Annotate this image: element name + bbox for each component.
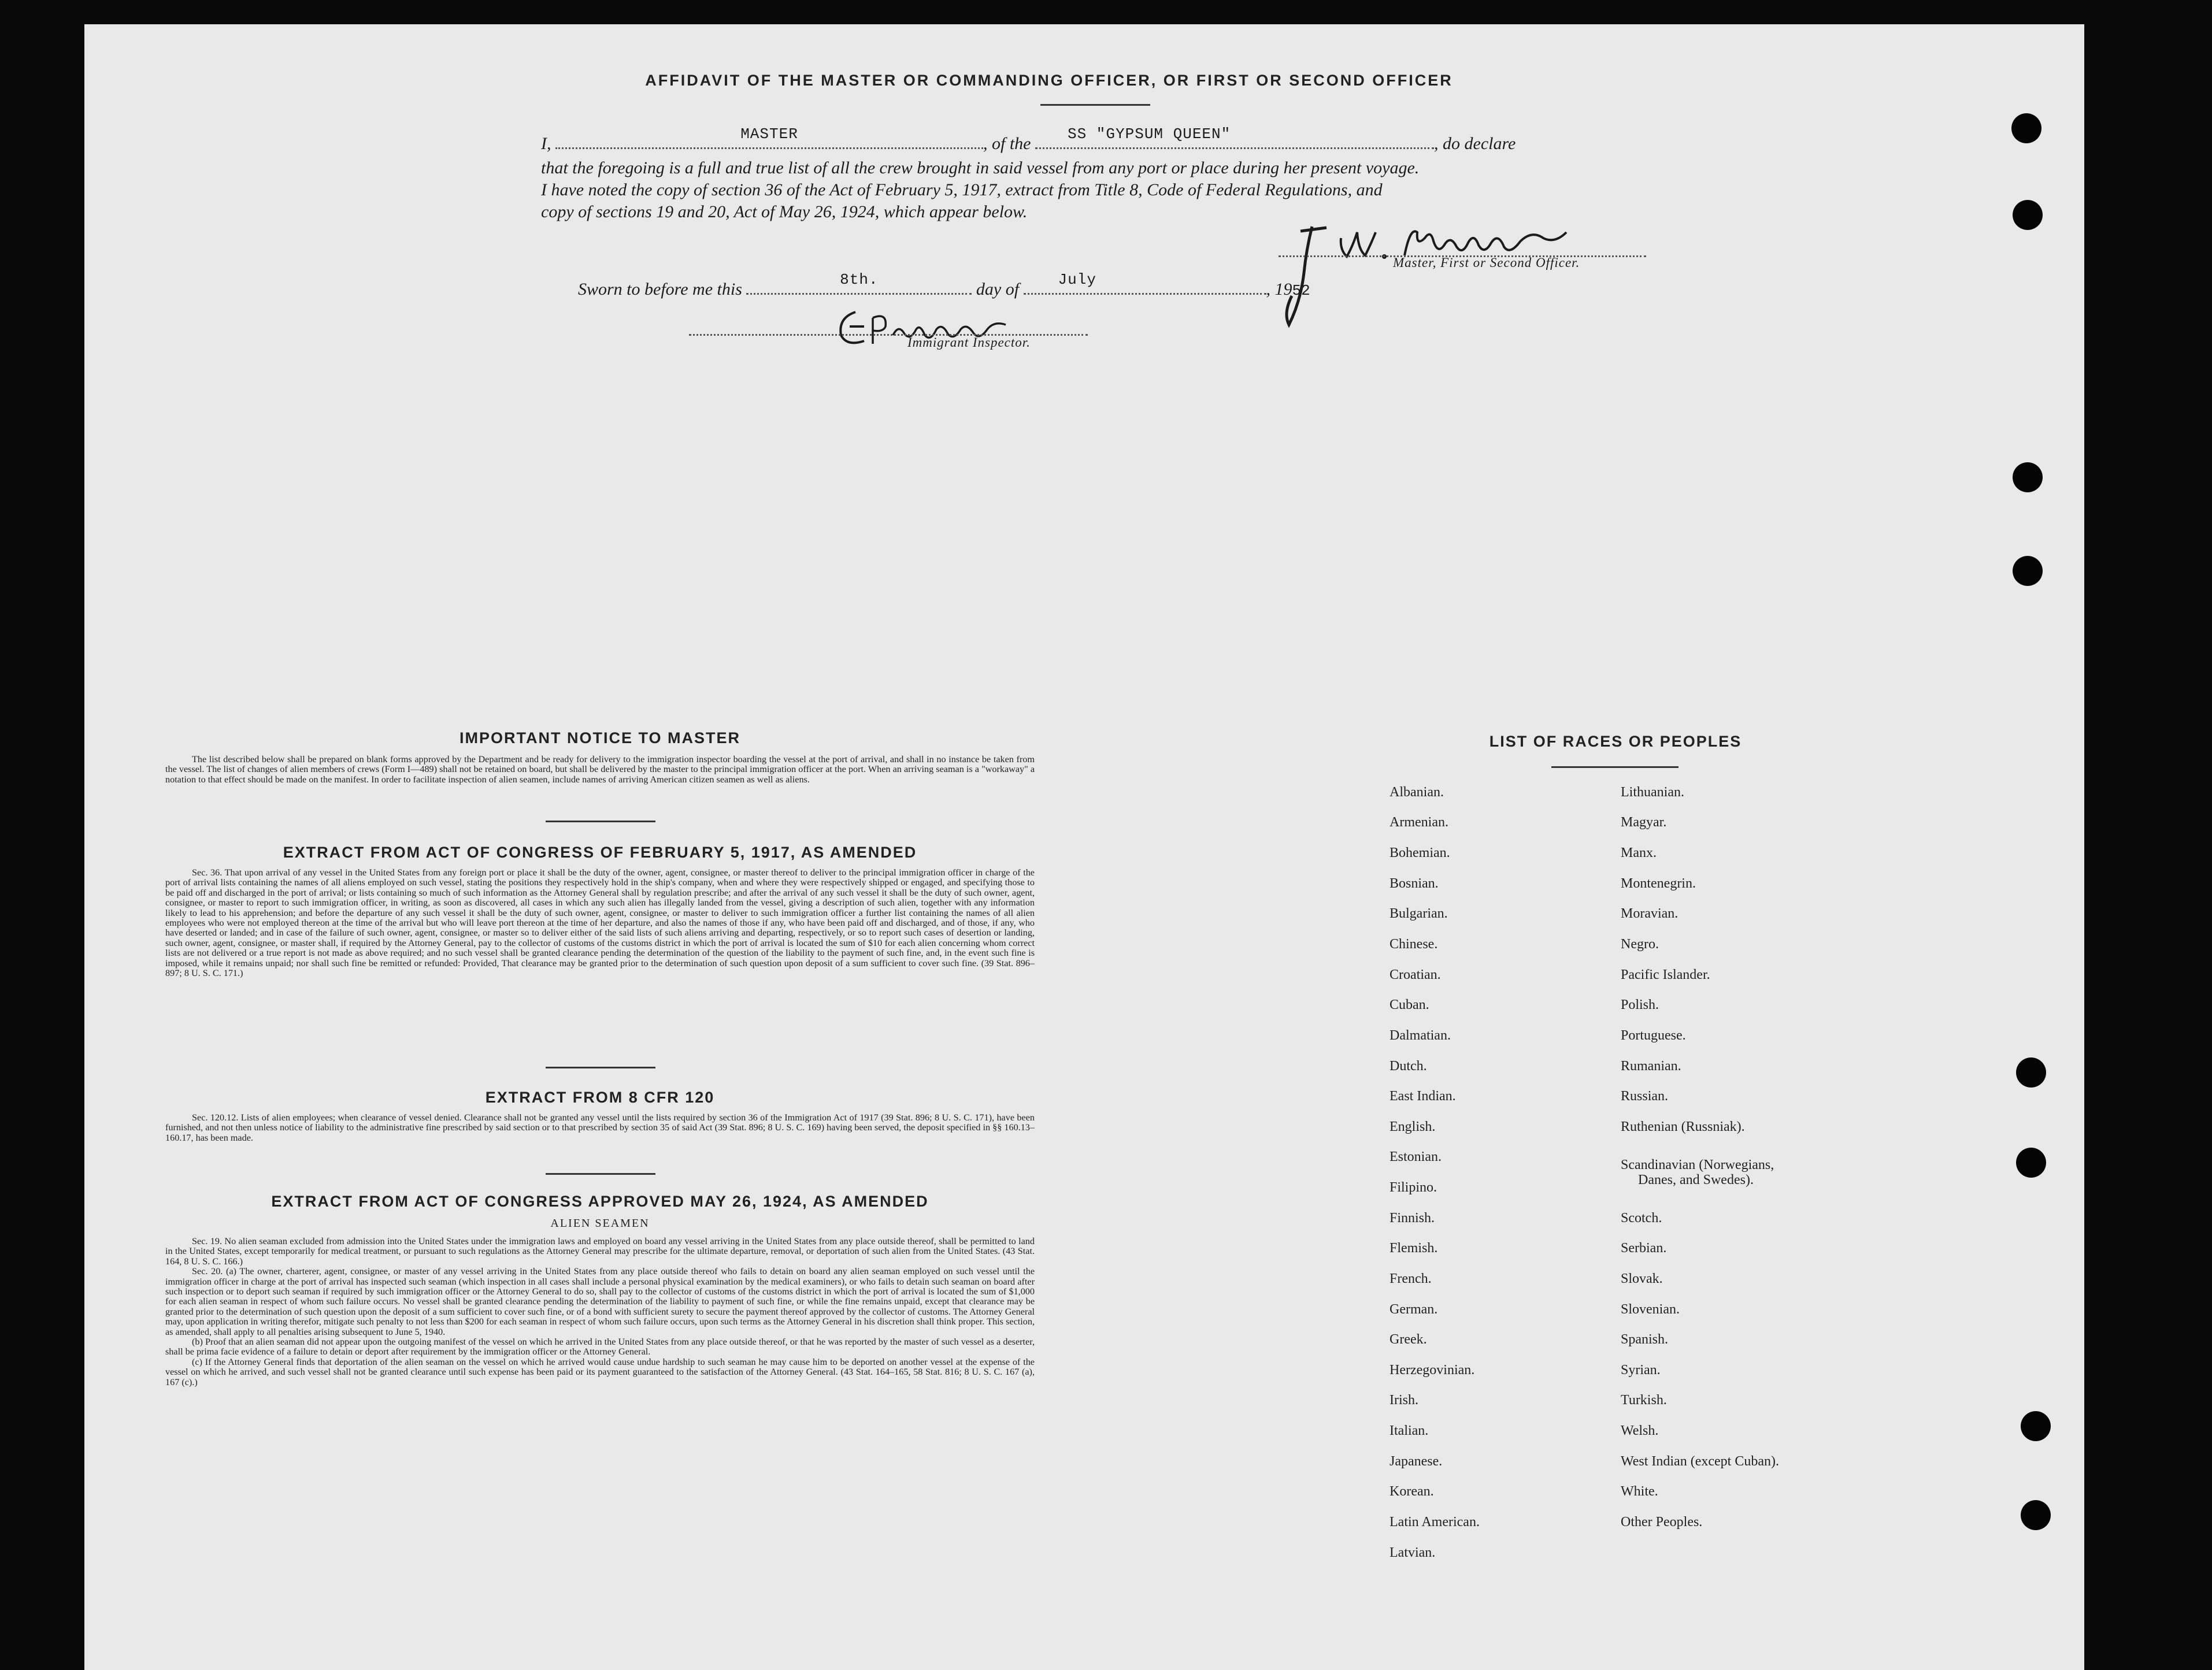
punch-hole: [2016, 1148, 2046, 1178]
sworn-prefix: Sworn to before me this: [578, 280, 742, 299]
race-item: East Indian.: [1390, 1089, 1456, 1104]
race-item: Scotch.: [1621, 1211, 1662, 1226]
race-item: Polish.: [1621, 997, 1659, 1012]
race-item: French.: [1390, 1271, 1432, 1286]
race-item: Spanish.: [1621, 1332, 1669, 1347]
race-item: Slovak.: [1621, 1271, 1663, 1286]
extract-1924-sec19: Sec. 19. No alien seaman excluded from admission into the United States under the immigration laws and employed on board any vessel arriving in the United States from any place outside thereof, shall be permitted to land in the United States, except temporarily for medical treatment, or pursuant to such regulations as the Attorney General may prescribe for the ultimate departure, removal, or deportation of such alien from the United States. (43 Stat. 164, 8 U. S. C. 166.): [165, 1236, 1035, 1267]
race-item: Serbian.: [1621, 1241, 1667, 1256]
extract-1924-sec20b: (b) Proof that an alien seaman did not appear upon the outgoing manifest of the vessel on which he arrived in the United States from any place outside thereof, or that he was reported by the master of such vessel as a deserter, shall be prima facie evidence of a failure to detain or deport after requirement by the immigration officer or the Attorney General.: [165, 1337, 1035, 1357]
race-item: Negro.: [1621, 937, 1659, 952]
extract-1924-text: [165, 1237, 1035, 1387]
race-item: Irish.: [1390, 1393, 1418, 1408]
race-item: Albanian.: [1390, 785, 1444, 800]
punch-hole: [2013, 556, 2043, 586]
race-item: Dutch.: [1390, 1059, 1427, 1074]
extract-1917-title: EXTRACT FROM ACT OF CONGRESS OF FEBRUARY 5, 1917, AS AMENDED: [283, 844, 917, 861]
extract-1924-sec20c: (c) If the Attorney General finds that deportation of the alien seaman on the vessel on which he arrived would cause undue hardship to such seaman he may cause him to be deported on another vessel at the expense of the vessel on which he arrived, and such vessel shall not be granted clearance until such expense has been paid or its payment guaranteed to the satisfaction of the Attorney General. (43 Stat. 164–165, 58 Stat. 816; 8 U. S. C. 167 (a), 167 (c).): [165, 1356, 1035, 1387]
declaration-line-4: copy of sections 19 and 20, Act of May 26, 1924, which appear below.: [541, 202, 1028, 221]
race-item: Montenegrin.: [1621, 876, 1696, 891]
race-item: Portuguese.: [1621, 1028, 1686, 1043]
race-item: Manx.: [1621, 845, 1657, 860]
race-item: Latvian.: [1390, 1545, 1436, 1560]
punch-hole: [2011, 113, 2041, 143]
race-item: Korean.: [1390, 1484, 1434, 1499]
month-value: July: [1058, 271, 1096, 288]
race-item: Estonian.: [1390, 1149, 1442, 1164]
race-item: Filipino.: [1390, 1180, 1437, 1195]
race-item: Italian.: [1390, 1423, 1429, 1438]
race-item: White.: [1621, 1484, 1658, 1499]
title-underline: [1040, 104, 1150, 106]
race-item: Danes, and Swedes).: [1638, 1172, 1754, 1187]
race-item: Russian.: [1621, 1089, 1669, 1104]
race-item: Scandinavian (Norwegians,: [1621, 1157, 1774, 1172]
race-item: Slovenian.: [1621, 1302, 1680, 1317]
race-item: Herzegovinian.: [1390, 1363, 1475, 1378]
i-word: I,: [541, 134, 551, 153]
races-title: LIST OF RACES OR PEOPLES: [1489, 733, 1742, 750]
day-value: 8th.: [840, 271, 879, 288]
name-value: MASTER: [740, 125, 798, 143]
race-item: Latin American.: [1390, 1515, 1480, 1530]
punch-hole: [2013, 462, 2043, 492]
extract-cfr-text: [165, 1113, 1035, 1143]
race-item: Bohemian.: [1390, 845, 1450, 860]
of-the-text: , of the: [983, 134, 1031, 153]
race-item: Welsh.: [1621, 1423, 1659, 1438]
notice-title: IMPORTANT NOTICE TO MASTER: [460, 729, 740, 747]
section-divider: [546, 1173, 655, 1175]
race-item: Japanese.: [1390, 1454, 1443, 1469]
race-item: Lithuanian.: [1621, 785, 1684, 800]
race-item: West Indian (except Cuban).: [1621, 1454, 1779, 1469]
year-prefix: , 19: [1266, 280, 1292, 299]
punch-hole: [2016, 1057, 2046, 1088]
master-signature-drawing: [1266, 215, 1578, 331]
declaration-line-2: that the foregoing is a full and true list of all the crew brought in said vessel from any port or place during her present voyage.: [541, 158, 1420, 177]
day-of-text: day of: [976, 280, 1020, 299]
race-item: Bosnian.: [1390, 876, 1439, 891]
race-item: Pacific Islander.: [1621, 967, 1710, 982]
section-divider: [546, 821, 655, 822]
notice-paragraph: The list described below shall be prepared on blank forms approved by the Department and be ready for delivery to the immigration inspector boarding the vessel at the port of arrival, and shall in no instance be taken from the vessel. The list of changes of alien members of crews (Form I—489) shall not be retained on board, but shall be delivered by the master to the principal immigration officer at the port. When an arriving seaman is a "workaway" a notation to that effect should be made on the manifest. In order to facilitate inspection of alien seamen, include names of arriving American citizen seamen as well as aliens.: [165, 754, 1035, 785]
extract-cfr-paragraph: Sec. 120.12. Lists of alien employees; when clearance of vessel denied. Clearance shall not be granted any vessel until the lists required by section 36 of the Immigration Act of 1917 (39 Stat. 896; 8 U. S. C. 171), have been furnished, and not then unless notice of liability to the administrative fine prescribed by said section or to that prescribed by section 35 of said Act (39 Stat. 896; 8 U. S. C. 169) having been served, the deposit specified in §§ 160.13–160.17, has been made.: [165, 1112, 1035, 1143]
race-item: Turkish.: [1621, 1393, 1667, 1408]
extract-1924-title: EXTRACT FROM ACT OF CONGRESS APPROVED MAY 26, 1924, AS AMENDED: [271, 1193, 929, 1210]
race-item: Cuban.: [1390, 997, 1429, 1012]
master-signature-caption: Master, First or Second Officer.: [1393, 255, 1580, 270]
race-item: Croatian.: [1390, 967, 1441, 982]
vessel-value: SS "GYPSUM QUEEN": [1068, 125, 1231, 143]
extract-1924-subtitle: ALIEN SEAMEN: [550, 1217, 650, 1230]
affidavit-title: AFFIDAVIT OF THE MASTER OR COMMANDING OFFICER, OR FIRST OR SECOND OFFICER: [645, 72, 1453, 89]
vessel-field[interactable]: [1035, 125, 1434, 149]
race-item: Bulgarian.: [1390, 906, 1448, 921]
punch-hole: [2021, 1411, 2051, 1441]
race-item: Finnish.: [1390, 1211, 1435, 1226]
race-item: Moravian.: [1621, 906, 1679, 921]
race-item: Magyar.: [1621, 815, 1667, 830]
declaration-line-3: I have noted the copy of section 36 of the Act of February 5, 1917, extract from Title 8, Code of Federal Regulations, and: [541, 180, 1383, 199]
race-item: English.: [1390, 1119, 1436, 1134]
notice-text: [165, 755, 1035, 785]
race-item: Syrian.: [1621, 1363, 1661, 1378]
race-item: Chinese.: [1390, 937, 1438, 952]
punch-hole: [2021, 1500, 2051, 1530]
year-value: 52: [1292, 282, 1310, 299]
section-divider: [546, 1067, 655, 1068]
race-item: Ruthenian (Russniak).: [1621, 1119, 1745, 1134]
extract-cfr-title: EXTRACT FROM 8 CFR 120: [485, 1089, 715, 1106]
inspector-signature-caption: Immigrant Inspector.: [907, 335, 1031, 350]
race-item: German.: [1390, 1302, 1438, 1317]
name-field[interactable]: [555, 125, 983, 149]
extract-1924-sec20a: Sec. 20. (a) The owner, charterer, agent, consignee, or master of any vessel arriving in the United States from any place outside thereof who fails to detain on board any alien seaman employed on such vessel until the immigration officer in charge at the port of arrival has inspected such seaman (which inspection in all cases shall include a personal physical examination by the medical examiners), or who fails to detain such seaman on board after such inspection or to deport such seaman if required by such immigration officer or the Attorney General to do so, shall pay to the collector of customs of the customs district in which the port of arrival is located the sum of $1,000 for each alien seaman in respect of whom such failure occurs. No vessel shall be granted clearance pending the determination of the liability to payment of such fine, or while the fine remains unpaid, except that clearance may be granted prior to the determination of such question upon the deposit of a sum sufficient to cover such fine, or of a bond with sufficient surety to secure the payment thereof approved by the collector of customs. The Attorney General may, upon application in writing therefor, mitigate such penalty to not less than $200 for each seaman in respect of whom such failure occurs, upon such terms as the Attorney General in his discretion shall think proper. This section, as amended, shall apply to all penalties arising subsequent to June 5, 1940.: [165, 1266, 1035, 1337]
day-field[interactable]: [746, 271, 972, 295]
race-item: Dalmatian.: [1390, 1028, 1451, 1043]
do-declare-text: , do declare: [1434, 134, 1516, 153]
race-item: Armenian.: [1390, 815, 1448, 830]
extract-1917-paragraph: Sec. 36. That upon arrival of any vessel in the United States from any foreign port or place it shall be the duty of the owner, agent, consignee, or master thereof to deliver to the principal immigration officer in charge of the port of arrival lists containing the names of all aliens employed on such vessel, stating the positions they respectively hold in the ship's company, when and where they were respectively shipped or engaged, and specifying those to be paid off and discharged in the port of arrival; or lists containing so much of such information as the Attorney General shall by regulation prescribe; and after the arrival of any such vessel it shall be the duty of such owner, agent, consignee, or master to report to such immigration officer, in writing, as soon as discovered, all cases in which any such alien has illegally landed from the vessel, giving a description of such alien, together with any information likely to lead to his apprehension; and before the departure of any such vessel it shall be the duty of such owner, agent, consignee, or master to deliver to such immigration officer a further list containing the names of all alien employees who were not employed thereon at the time of the arrival but who will leave port thereon at the time of her departure, and also the names of those if any, who have been paid off and discharged, and of those, if any, who have deserted or landed; and in case of the failure of such owner, agent, consignee, or master so to deliver either of the said lists of such aliens arriving and departing, respectively, or so to report such cases of desertion or landing, such owner, agent, consignee, or master shall, if required by the Attorney General, pay to the collector of customs of the customs district in which the port of arrival is located the sum of $10 for each alien concerning whom correct lists are not delivered or a true report is not made as above required; and no such vessel shall be granted clearance pending the determination of the question of the liability to the payment of such fine, and, in the event such fine is imposed, while it remains unpaid; nor shall such fine be remitted or refunded: Provided, That clearance may be granted prior to the determination of such question upon deposit of a sum sufficient to cover such fine. (39 Stat. 896–897; 8 U. S. C. 171.): [165, 867, 1035, 979]
race-item: Greek.: [1390, 1332, 1427, 1347]
month-field[interactable]: [1024, 271, 1266, 295]
punch-hole: [2013, 200, 2043, 230]
race-item: Rumanian.: [1621, 1059, 1681, 1074]
race-item: Flemish.: [1390, 1241, 1438, 1256]
races-title-underline: [1551, 766, 1679, 768]
declaration-line-1: [541, 125, 1645, 155]
extract-1917-text: [165, 868, 1035, 978]
race-item: Other Peoples.: [1621, 1515, 1703, 1530]
